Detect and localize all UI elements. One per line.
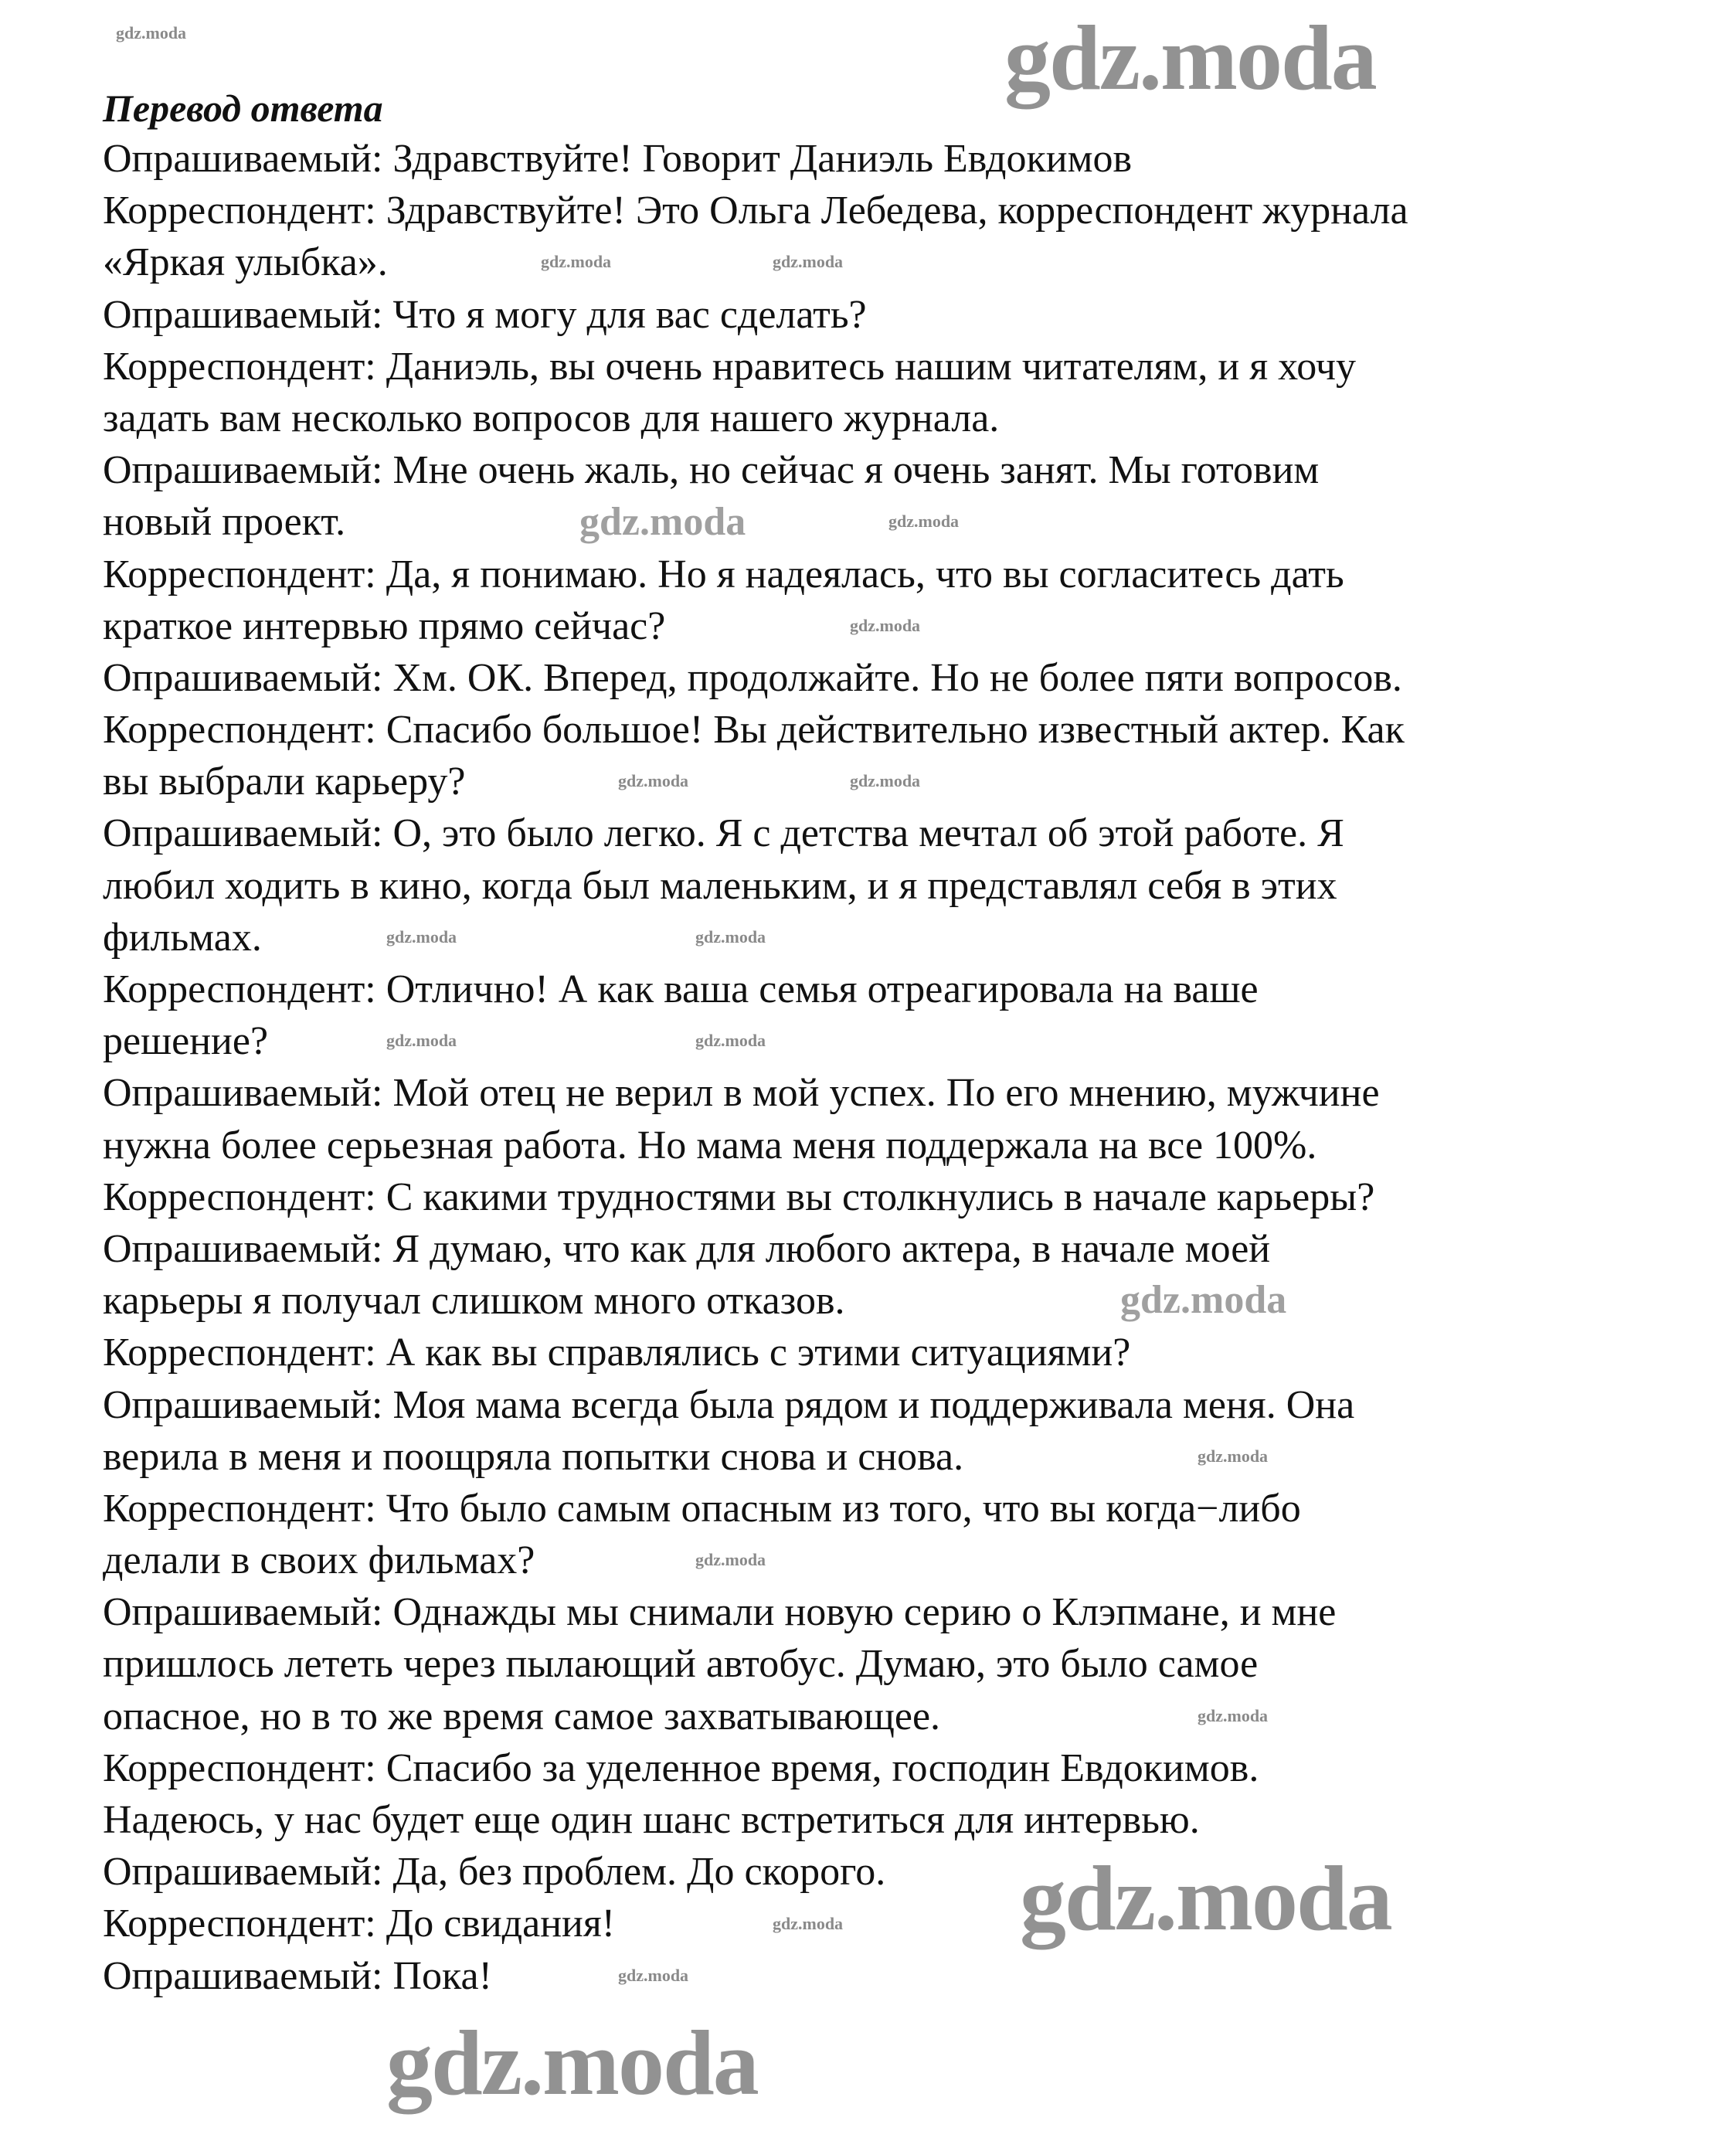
text-line: Корреспондент: Что было самым опасным из того, что вы когда−либо xyxy=(103,1486,1301,1531)
text-line: Опрашиваемый: Мне очень жаль, но сейчас я очень занят. Мы готовим xyxy=(103,448,1320,493)
watermark-small: gdz.moda xyxy=(888,512,960,531)
text-line: опасное, но в то же время самое захватывающее. xyxy=(103,1694,941,1738)
text-line: делали в своих фильмах? xyxy=(103,1538,535,1583)
text-line: Опрашиваемый: Однажды мы снимали новую серию о Клэпмане, и мне xyxy=(103,1590,1337,1635)
text-line: фильмах. xyxy=(103,915,262,960)
watermark-logo: gdz.moda xyxy=(386,2011,758,2114)
text-line: Опрашиваемый: Что я могу для вас сделать? xyxy=(103,292,867,337)
watermark-small: gdz.moda xyxy=(695,1031,766,1050)
text-line: краткое интервью прямо сейчас? xyxy=(103,603,666,648)
watermark-logo: gdz.moda xyxy=(579,500,746,544)
text-line: Опрашиваемый: О, это было легко. Я с детства мечтал об этой работе. Я xyxy=(103,811,1344,856)
watermark-small: gdz.moda xyxy=(695,1550,766,1569)
text-line: пришлось лететь через пылающий автобус. Думаю, это было самое xyxy=(103,1642,1259,1687)
text-line: Опрашиваемый: Я думаю, что как для любого актера, в начале моей xyxy=(103,1226,1271,1271)
watermark-small: gdz.moda xyxy=(695,927,766,947)
text-line: решение? xyxy=(103,1019,269,1064)
text-line: Корреспондент: Да, я понимаю. Но я надеялась, что вы согласитесь дать xyxy=(103,552,1344,596)
text-line: Опрашиваемый: Хм. ОК. Вперед, продолжайте. Но не более пяти вопросов. xyxy=(103,655,1402,700)
text-line: Корреспондент: Спасибо большое! Вы действительно известный актер. Как xyxy=(103,708,1405,753)
text-line: Опрашиваемый: Пока! xyxy=(103,1953,492,1998)
text-line: Корреспондент: А как вы справлялись с этими ситуациями? xyxy=(103,1331,1131,1375)
watermark-small: gdz.moda xyxy=(618,1966,689,1985)
text-line: любил ходить в кино, когда был маленьким, и я представлял себя в этих xyxy=(103,863,1337,908)
text-line: Опрашиваемый: Здравствуйте! Говорит Даниэль Евдокимов xyxy=(103,137,1133,181)
text-line: «Яркая улыбка». xyxy=(103,240,388,285)
watermark-small: gdz.moda xyxy=(618,771,689,790)
text-line: Корреспондент: Здравствуйте! Это Ольга Лебедева, корреспондент журнала xyxy=(103,189,1408,233)
text-line: Опрашиваемый: Моя мама всегда была рядом и поддерживала меня. Она xyxy=(103,1382,1355,1427)
text-line: Надеюсь, у нас будет еще один шанс встретиться для интервью. xyxy=(103,1798,1200,1842)
watermark-small: gdz.moda xyxy=(386,927,457,947)
watermark-logo: gdz.moda xyxy=(1020,1847,1391,1949)
text-line: Корреспондент: С какими трудностями вы столкнулись в начале карьеры? xyxy=(103,1174,1375,1219)
text-line: Корреспондент: Отлично! А как ваша семья отреагировала на ваше xyxy=(103,967,1259,1011)
watermark-logo: gdz.moda xyxy=(1120,1278,1287,1322)
text-line: верила в меня и поощряла попытки снова и снова. xyxy=(103,1434,964,1479)
page-title: Перевод ответа xyxy=(103,87,383,130)
text-line: новый проект. xyxy=(103,500,346,545)
watermark-small: gdz.moda xyxy=(773,1914,844,1933)
text-line: нужна более серьезная работа. Но мама меня поддержала на все 100%. xyxy=(103,1123,1317,1167)
watermark-small: gdz.moda xyxy=(773,252,844,271)
text-line: Корреспондент: Спасибо за уделенное время, господин Евдокимов. xyxy=(103,1745,1259,1790)
watermark-small: gdz.moda xyxy=(386,1031,457,1050)
watermark-small: gdz.moda xyxy=(850,616,921,635)
watermark-small: gdz.moda xyxy=(1198,1706,1269,1725)
watermark-logo: gdz.moda xyxy=(1004,6,1376,109)
text-line: Корреспондент: Даниэль, вы очень нравитесь нашим читателям, и я хочу xyxy=(103,344,1357,389)
watermark-small: gdz.moda xyxy=(541,252,612,271)
text-line: Опрашиваемый: Да, без проблем. До скорого. xyxy=(103,1850,886,1895)
text-line: Корреспондент: До свидания! xyxy=(103,1902,616,1946)
watermark-small: gdz.moda xyxy=(116,23,187,42)
watermark-small: gdz.moda xyxy=(1198,1446,1269,1466)
text-line: Опрашиваемый: Мой отец не верил в мой успех. По его мнению, мужчине xyxy=(103,1071,1380,1116)
text-line: задать вам несколько вопросов для нашего журнала. xyxy=(103,396,1000,440)
text-line: карьеры я получал слишком много отказов. xyxy=(103,1279,845,1324)
text-line: вы выбрали карьеру? xyxy=(103,760,466,804)
watermark-small: gdz.moda xyxy=(850,771,921,790)
